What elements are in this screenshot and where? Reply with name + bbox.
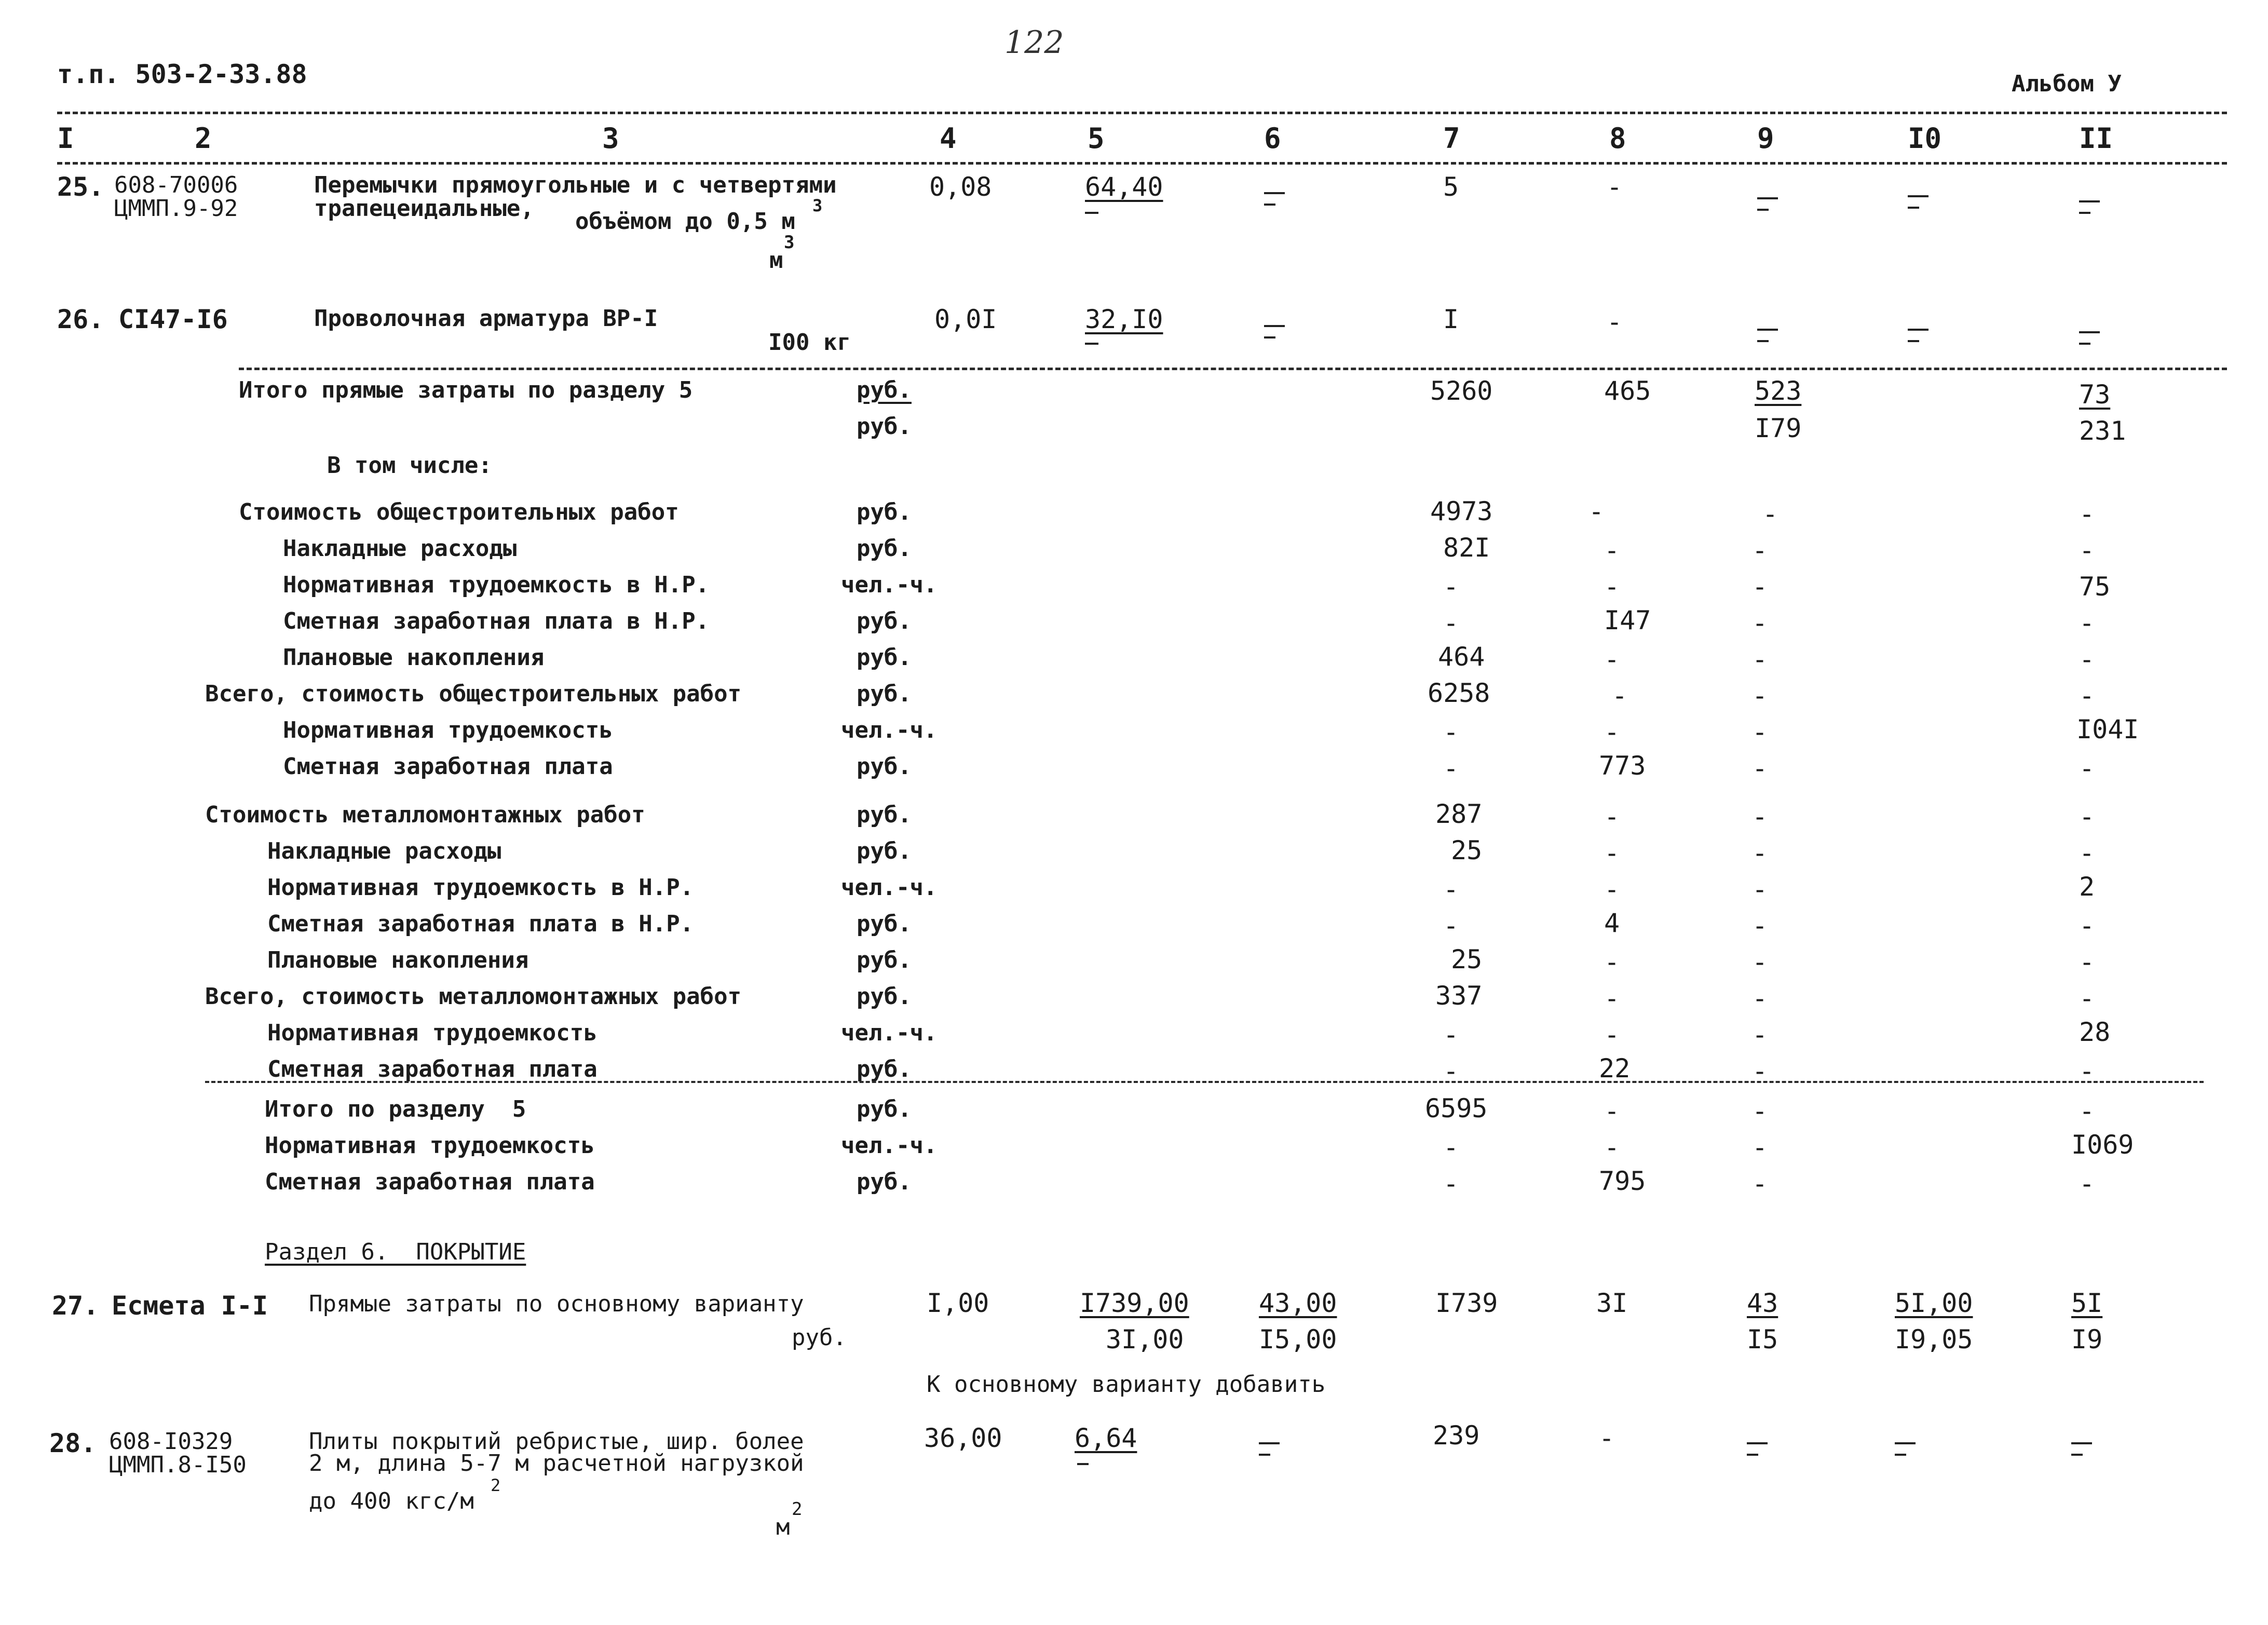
column-header: 2 xyxy=(195,122,212,155)
cell-col7: 82I xyxy=(1443,533,1490,563)
cell-col7: - xyxy=(1443,1132,1459,1162)
dash-mark xyxy=(1908,324,1929,344)
price-stub xyxy=(1077,1463,1089,1465)
cell-col7: 6595 xyxy=(1425,1093,1488,1123)
column-header: I xyxy=(57,122,74,155)
cell-col9: - xyxy=(1752,572,1768,602)
cell-col8: - xyxy=(1607,307,1623,337)
summary-row-label: Итого по разделу 5 xyxy=(265,1096,526,1122)
cell-col9: - xyxy=(1752,1056,1768,1086)
cell-col9: 523 xyxy=(1755,376,1802,406)
cell-col8: I47 xyxy=(1604,605,1651,635)
album-label: Альбом У xyxy=(2012,71,2122,97)
summary-row-unit: руб. xyxy=(857,1096,912,1122)
item-description: Прямые затраты по основному варианту xyxy=(309,1291,804,1317)
cell-col7: - xyxy=(1443,753,1459,783)
cell-col9: - xyxy=(1752,1132,1768,1162)
cell-col8: 465 xyxy=(1604,376,1651,406)
cell-col8: 22 xyxy=(1599,1053,1631,1084)
cell-col9: - xyxy=(1752,644,1768,674)
summary-row-label: Накладные расходы xyxy=(267,838,501,864)
cell-col8: - xyxy=(1604,802,1620,832)
summary-row-label: Нормативная трудоемкость xyxy=(267,1020,597,1046)
cell-col9: - xyxy=(1752,608,1768,638)
cell-col7: 25 xyxy=(1451,944,1483,974)
summary-row-label: Сметная заработная плата xyxy=(265,1169,595,1195)
item-code: 608-70006 xyxy=(114,172,238,198)
cell-col11: I9 xyxy=(2071,1324,2103,1355)
cell-col10: 5I,00 xyxy=(1895,1288,1973,1318)
summary-row-unit: руб. xyxy=(857,983,912,1010)
summary-row-unit: чел.-ч. xyxy=(841,1132,938,1159)
summary-row-unit: чел.-ч. xyxy=(841,1020,938,1046)
summary-row-unit: руб. xyxy=(857,947,912,973)
cell-col11: 73 xyxy=(2079,380,2111,410)
cell-col9: - xyxy=(1752,802,1768,832)
cell-col11: - xyxy=(2079,947,2095,977)
cell-col9: - xyxy=(1752,681,1768,711)
summary-row-unit: руб. xyxy=(857,499,912,525)
cell-col8: - xyxy=(1604,717,1620,747)
summary-row-unit: руб. xyxy=(857,681,912,707)
dash-mark xyxy=(2079,196,2100,216)
cell-col11: 28 xyxy=(2079,1017,2111,1047)
item-quantity: I,00 xyxy=(927,1288,989,1318)
dash-mark xyxy=(1259,1438,1280,1458)
cell-col11: - xyxy=(2079,608,2095,638)
dash-mark xyxy=(2071,1438,2092,1458)
dash-mark xyxy=(1757,324,1778,344)
superscript: 3 xyxy=(784,232,795,253)
dash-mark xyxy=(1747,1438,1768,1458)
cell-col7: 337 xyxy=(1435,981,1483,1011)
cell-col11: - xyxy=(2079,499,2095,529)
cell-col9: - xyxy=(1752,1169,1768,1199)
item-description: 2 м, длина 5-7 м расчетной нагрузкой xyxy=(309,1450,804,1477)
cell-col9: I5 xyxy=(1747,1324,1778,1355)
price-stub xyxy=(1085,212,1098,214)
cell-col11: 75 xyxy=(2079,572,2111,602)
cell-col8: 4 xyxy=(1604,908,1620,938)
summary-unit: руб. xyxy=(857,413,912,440)
cell-col9: - xyxy=(1752,535,1768,565)
including-label: В том числе: xyxy=(327,452,492,479)
cell-col7: - xyxy=(1443,717,1459,747)
dash-mark xyxy=(1264,321,1285,341)
summary-row-label: Накладные расходы xyxy=(283,535,517,562)
column-header: 4 xyxy=(940,122,957,155)
cell-col8: - xyxy=(1604,535,1620,565)
column-header: 9 xyxy=(1757,122,1774,155)
cell-col11: - xyxy=(2079,1096,2095,1126)
cell-col7: 5260 xyxy=(1430,376,1493,406)
cell-col8: 773 xyxy=(1599,751,1646,781)
cell-col5: 3I,00 xyxy=(1106,1324,1184,1355)
item-price: 32,I0 xyxy=(1085,304,1163,334)
cell-col9: 43 xyxy=(1747,1288,1778,1318)
dash-mark xyxy=(1895,1438,1916,1458)
cell-col7: I739 xyxy=(1435,1288,1498,1318)
cell-col9: - xyxy=(1752,874,1768,904)
cell-col8: - xyxy=(1604,644,1620,674)
cell-col8: 795 xyxy=(1599,1166,1646,1196)
cell-col9: - xyxy=(1752,911,1768,941)
cell-col11: - xyxy=(2079,681,2095,711)
summary-row-label: Всего, стоимость общестроительных работ xyxy=(205,681,742,707)
document-code: т.п. 503-2-33.88 xyxy=(57,59,307,89)
item-quantity: 0,08 xyxy=(929,172,992,202)
header-bottom-rule xyxy=(57,162,2227,165)
price-stub xyxy=(1085,343,1098,345)
summary-row-unit: руб. xyxy=(857,644,912,671)
cell-col8: 3I xyxy=(1596,1288,1628,1318)
cell-col7: - xyxy=(1443,911,1459,941)
summary-total-label: Итого прямые затраты по разделу 5 xyxy=(239,377,693,403)
cell-col11: - xyxy=(2079,983,2095,1013)
page-number: 122 xyxy=(1004,24,1064,61)
summary-row-unit: руб. xyxy=(857,802,912,828)
cell-col8: - xyxy=(1612,681,1628,711)
summary-row-label: Нормативная трудоемкость xyxy=(265,1132,595,1159)
header-top-rule xyxy=(57,112,2227,114)
cell-col7: 464 xyxy=(1438,642,1485,672)
summary-row-unit: чел.-ч. xyxy=(841,874,938,901)
summary-row-unit: руб. xyxy=(857,535,912,562)
cell-col11: - xyxy=(2079,802,2095,832)
cell-col8: - xyxy=(1604,983,1620,1013)
column-header: II xyxy=(2079,122,2113,155)
superscript: 2 xyxy=(491,1475,501,1495)
cell-col11: - xyxy=(2079,535,2095,565)
summary-row-unit: руб. xyxy=(857,911,912,937)
item-description: Перемычки прямоугольные и с четвертями xyxy=(314,172,837,198)
superscript: 2 xyxy=(792,1499,803,1520)
item-number: 25. xyxy=(57,172,104,202)
cell-col11: 231 xyxy=(2079,416,2126,446)
summary-unit: руб. xyxy=(857,377,912,403)
cell-col11: 5I xyxy=(2071,1288,2103,1318)
cell-col11: - xyxy=(2079,838,2095,868)
cell-col7: 287 xyxy=(1435,799,1483,829)
cell-col8: - xyxy=(1604,1132,1620,1162)
dash-mark xyxy=(1757,193,1778,213)
cell-col7: - xyxy=(1443,1056,1459,1086)
cell-col8: - xyxy=(1604,838,1620,868)
cell-col9: - xyxy=(1752,947,1768,977)
cell-col9: - xyxy=(1762,499,1778,529)
summary-row-label: Нормативная трудоемкость в Н.Р. xyxy=(283,572,710,598)
item-description: трапецеидальные, xyxy=(314,195,534,222)
cell-col11: - xyxy=(2079,1056,2095,1086)
cell-col7: - xyxy=(1443,874,1459,904)
cell-col6: I5,00 xyxy=(1259,1324,1337,1355)
cell-col8: - xyxy=(1604,572,1620,602)
cell-col7: - xyxy=(1443,572,1459,602)
cell-col8: - xyxy=(1607,172,1623,202)
summary-row-label: Плановые накопления xyxy=(283,644,545,671)
item-code: CI47-I6 xyxy=(118,304,228,334)
cell-col7: - xyxy=(1443,608,1459,638)
summary-row-label: Плановые накопления xyxy=(267,947,529,973)
item-price: 64,40 xyxy=(1085,172,1163,202)
item-unit: м xyxy=(769,247,783,274)
cell-col9: I79 xyxy=(1755,413,1802,443)
cell-col8: - xyxy=(1588,496,1605,526)
cell-col11: I04I xyxy=(2076,714,2139,744)
summary-row-label: Стоимость общестроительных работ xyxy=(239,499,679,525)
item-description: Плиты покрытий ребристые, шир. более xyxy=(309,1428,804,1455)
cell-col11: - xyxy=(2079,644,2095,674)
cell-col7: 239 xyxy=(1433,1420,1480,1451)
cell-col7: - xyxy=(1443,1020,1459,1050)
item-code: Есмета I-I xyxy=(112,1291,268,1321)
item-quantity: 0,0I xyxy=(934,304,997,334)
cell-col7: 25 xyxy=(1451,835,1483,865)
cell-col7: - xyxy=(1443,1169,1459,1199)
cell-col9: - xyxy=(1752,983,1768,1013)
item-unit: I00 кг xyxy=(768,329,851,356)
summary-row-label: Нормативная трудоемкость xyxy=(283,717,613,743)
cell-col9: - xyxy=(1752,717,1768,747)
item-code: 608-I0329 xyxy=(109,1428,233,1455)
summary-row-unit: чел.-ч. xyxy=(841,717,938,743)
summary-row-unit: руб. xyxy=(857,753,912,780)
summary-row-unit: руб. xyxy=(857,1056,912,1082)
section-rule xyxy=(239,368,2227,370)
item-description: Проволочная арматура ВР-I xyxy=(314,305,658,332)
cell-col7: 4973 xyxy=(1430,496,1493,526)
cell-col11: I069 xyxy=(2071,1130,2134,1160)
cell-col7: 6258 xyxy=(1428,678,1490,708)
item-description: до 400 кгс/м xyxy=(309,1488,474,1514)
cell-col8: - xyxy=(1604,1020,1620,1050)
cell-col11: - xyxy=(2079,753,2095,783)
summary-row-unit: руб. xyxy=(857,608,912,634)
dash-mark xyxy=(2079,327,2100,347)
item-number: 28. xyxy=(49,1428,97,1458)
cell-col9: - xyxy=(1752,1020,1768,1050)
summary-row-unit: руб. xyxy=(857,838,912,864)
item-unit: м xyxy=(776,1514,790,1540)
cell-col9: - xyxy=(1752,753,1768,783)
item-code: ЦММП.8-I50 xyxy=(109,1452,247,1478)
cell-col6: 43,00 xyxy=(1259,1288,1337,1318)
note-text: К основному варианту добавить xyxy=(927,1371,1326,1398)
cell-col11: 2 xyxy=(2079,872,2095,902)
dash-mark xyxy=(1264,188,1285,208)
summary-row-label: Сметная заработная плата xyxy=(267,1056,597,1082)
cell-col9: - xyxy=(1752,838,1768,868)
summary-row-label: Сметная заработная плата в Н.Р. xyxy=(267,911,694,937)
column-header: 8 xyxy=(1609,122,1626,155)
cell-col7: 5 xyxy=(1443,172,1459,202)
item-code: ЦММП.9-92 xyxy=(114,195,238,222)
cell-col8: - xyxy=(1599,1423,1615,1453)
column-header: 7 xyxy=(1443,122,1460,155)
cell-col9: - xyxy=(1752,1096,1768,1126)
section-title: Раздел 6. ПОКРЫТИЕ xyxy=(265,1239,526,1265)
cell-col10: I9,05 xyxy=(1895,1324,1973,1355)
cell-col5: I739,00 xyxy=(1080,1288,1189,1318)
item-description: объёмом до 0,5 м xyxy=(575,208,795,235)
cell-col11: - xyxy=(2079,1169,2095,1199)
section-rule xyxy=(205,1081,2204,1083)
column-header: 6 xyxy=(1264,122,1281,155)
column-header: 5 xyxy=(1088,122,1105,155)
item-price: 6,64 xyxy=(1075,1423,1137,1453)
cell-col8: - xyxy=(1604,947,1620,977)
summary-row-label: Сметная заработная плата xyxy=(283,753,613,780)
item-unit: руб. xyxy=(792,1324,847,1351)
summary-row-label: Всего, стоимость металломонтажных работ xyxy=(205,983,742,1010)
summary-row-label: Нормативная трудоемкость в Н.Р. xyxy=(267,874,694,901)
dash-mark xyxy=(1908,191,1929,211)
cell-col8: - xyxy=(1604,1096,1620,1126)
superscript: 3 xyxy=(812,196,823,215)
column-header: I0 xyxy=(1908,122,1942,155)
cell-col7: I xyxy=(1443,304,1459,334)
summary-row-unit: чел.-ч. xyxy=(841,572,938,598)
item-quantity: 36,00 xyxy=(924,1423,1002,1453)
summary-row-label: Сметная заработная плата в Н.Р. xyxy=(283,608,710,634)
cell-col8: - xyxy=(1604,874,1620,904)
cell-col11: - xyxy=(2079,911,2095,941)
summary-row-unit: руб. xyxy=(857,1169,912,1195)
summary-row-label: Стоимость металломонтажных работ xyxy=(205,802,645,828)
item-number: 26. xyxy=(57,304,104,334)
item-number: 27. xyxy=(52,1291,99,1321)
column-header: 3 xyxy=(602,122,619,155)
